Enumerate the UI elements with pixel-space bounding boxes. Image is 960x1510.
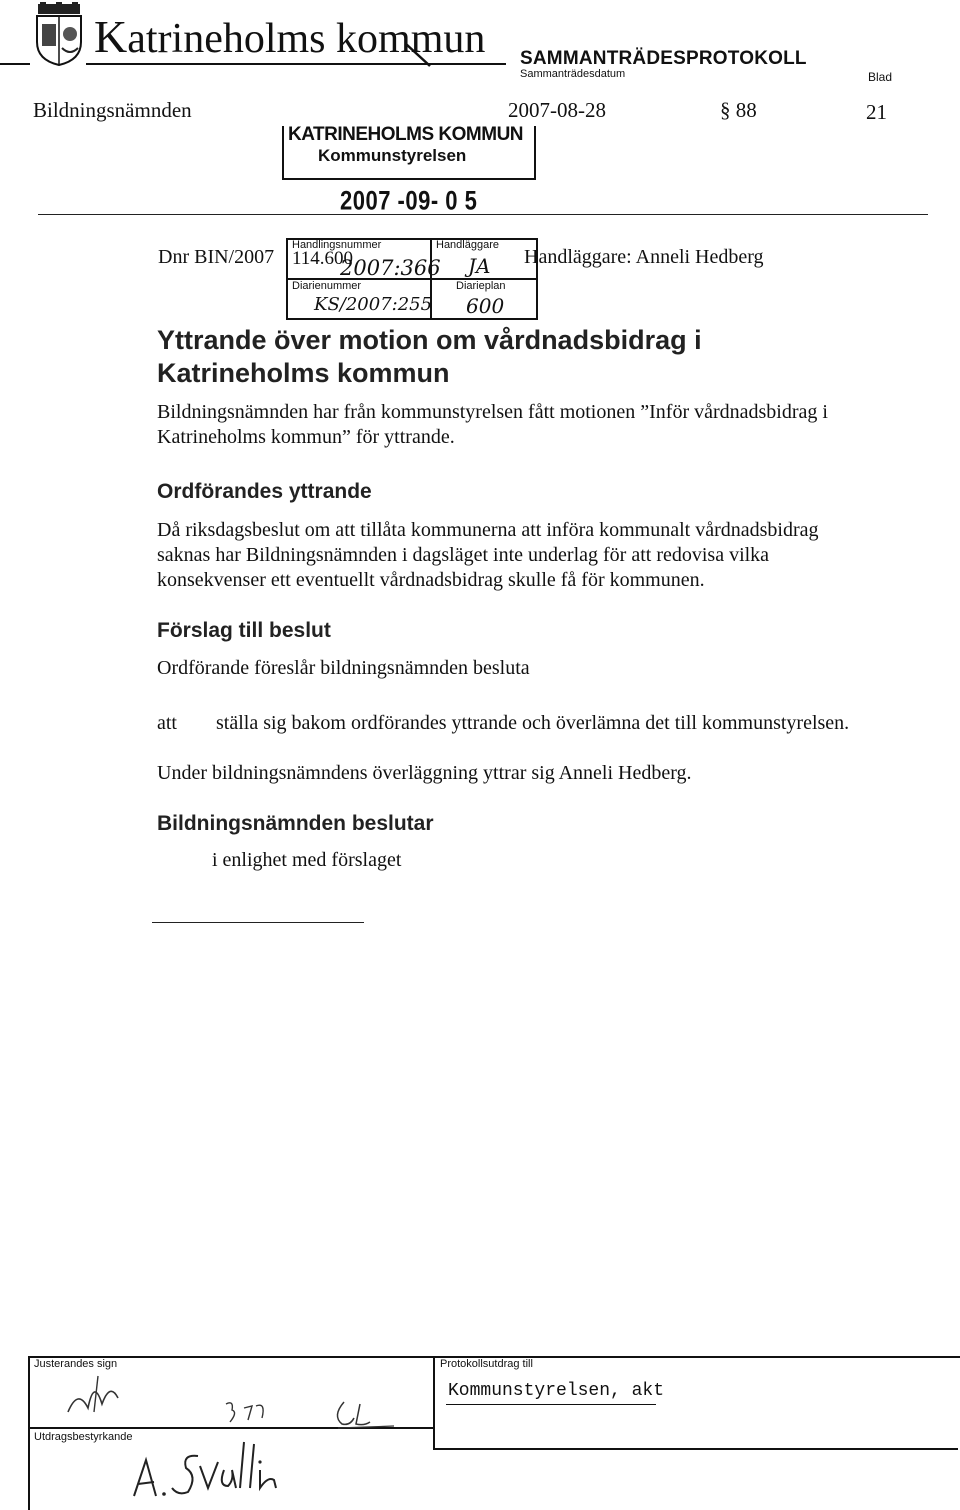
end-of-decision-rule (152, 922, 364, 923)
header-slash-mark (404, 40, 434, 70)
decision-text: i enlighet med förslaget (212, 849, 402, 871)
signature-initials-2 (222, 1398, 272, 1428)
proposal-intro: Ordförande föreslår bildningsnämnden besluta (157, 657, 530, 679)
chair-statement-line-3: konsekvenser ett eventuellt vårdnadsbidrag skulle få för kommunen. (157, 569, 705, 591)
stamp-label-handler: Handläggare (436, 239, 499, 251)
chair-statement-heading: Ordförandes yttrande (157, 480, 372, 503)
utdragsbestyrkande-label: Utdragsbestyrkande (34, 1431, 133, 1443)
stamp-department: Kommunstyrelsen (318, 146, 467, 165)
stamp-label-diary-no: Diarienummer (292, 280, 362, 292)
paragraph-number: § 88 (720, 98, 757, 122)
page-number: 21 (866, 100, 887, 124)
municipality-name-rest: atrineholms kommun (127, 16, 486, 62)
stamp-handling-number: 114.600 (292, 248, 354, 269)
stamp-organisation: KATRINEHOLMS KOMMUN (288, 124, 524, 145)
subject-title-line-1: Yttrande över motion om vårdnadsbidrag i (157, 325, 702, 355)
stamp-diary-plan-handwritten: 600 (466, 294, 505, 318)
deliberation-text: Under bildningsnämndens överläggning yttrar sig Anneli Hedberg. (157, 762, 692, 784)
chair-statement-line-1: Då riksdagsbeslut om att tillåta kommunerna att införa kommunalt vårdnadsbidrag (157, 519, 819, 541)
stamp-handling-number-handwritten: 2007:366 (340, 256, 441, 280)
signature-table-divider (433, 1356, 435, 1450)
recipient-underline (446, 1404, 656, 1405)
signature-a-svalin (128, 1436, 298, 1504)
signature-initials-1 (58, 1368, 148, 1422)
case-handler: Handläggare: Anneli Hedberg (524, 246, 764, 268)
header-rule (86, 63, 506, 65)
header-rule-left (0, 63, 30, 65)
protokollsutdrag-label: Protokollsutdrag till (440, 1358, 533, 1370)
att-clause-text: ställa sig bakom ordförandes yttrande och överlämna det till kommunstyrelsen. (216, 712, 850, 734)
protocol-title: SAMMANTRÄDESPROTOKOLL (520, 48, 807, 69)
case-diary-number: Dnr BIN/2007 (158, 246, 275, 268)
stamp-label-diary-plan: Diarieplan (456, 280, 506, 292)
chair-statement-line-2: saknas har Bildningsnämnden i dagsläget inte underlag för att redovisa vilka (157, 544, 770, 566)
stamp-label-handling-no: Handlingsnummer (292, 239, 382, 251)
stamp-received-date: 2007 -09- 0 5 (340, 185, 478, 216)
intro-line-1: Bildningsnämnden har från kommunstyrelsen fått motionen ”Inför vårdnadsbidrag i (157, 401, 828, 423)
meeting-date-label: Sammanträdesdatum (520, 68, 626, 80)
extract-recipient: Kommunstyrelsen, akt (448, 1381, 665, 1401)
att-clause-word: att (157, 712, 177, 734)
proposal-heading: Förslag till beslut (157, 619, 331, 642)
committee-name: Bildningsnämnden (33, 98, 192, 122)
justerandes-sign-label: Justerandes sign (34, 1358, 118, 1370)
municipality-initial: K (94, 11, 128, 62)
stamp-diary-number-handwritten: KS/2007:255 (314, 294, 433, 315)
coat-of-arms-logo (34, 2, 84, 66)
intro-line-2: Katrineholms kommun” för yttrande. (157, 426, 455, 448)
decision-heading: Bildningsnämnden beslutar (157, 812, 434, 835)
subject-title-line-2: Katrineholms kommun (157, 358, 450, 388)
stamp-handler-handwritten: JA (468, 254, 491, 278)
signature-initials-3 (324, 1396, 404, 1432)
page-label: Blad (868, 70, 893, 84)
header-divider (38, 214, 928, 215)
signature-table-row-right (434, 1448, 958, 1450)
meeting-date: 2007-08-28 (508, 98, 606, 122)
